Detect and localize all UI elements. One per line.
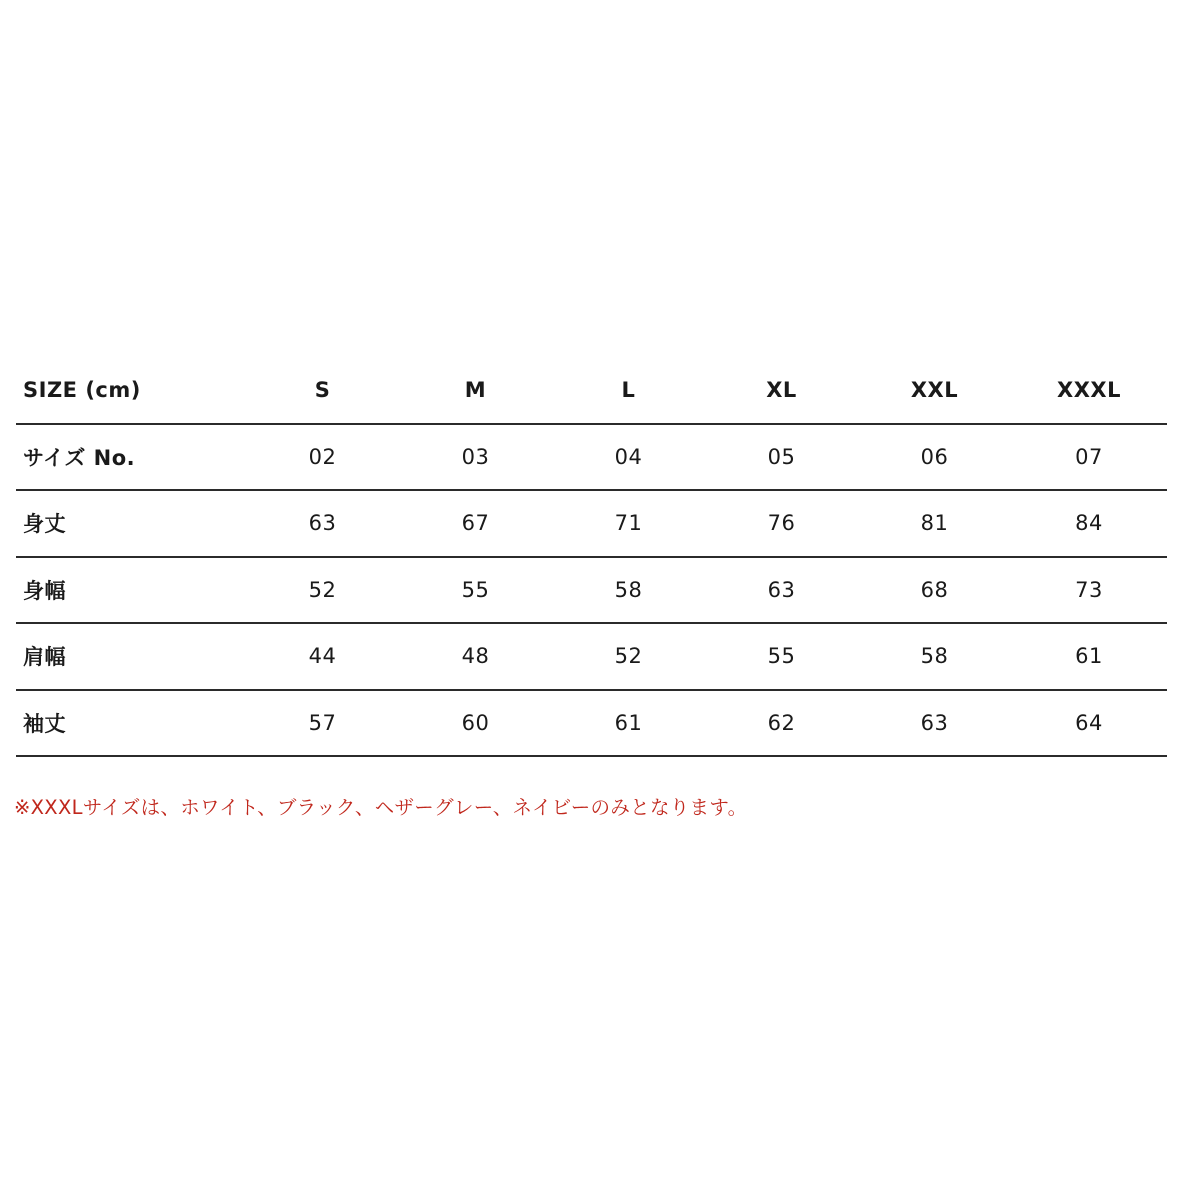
table-cell: 61: [614, 710, 643, 735]
table-cell: 02: [308, 444, 337, 469]
table-cell: 81: [920, 511, 949, 536]
header-size-m: M: [464, 378, 487, 403]
table-cell: 62: [767, 710, 796, 735]
size-table: [16, 358, 1167, 757]
table-cell: 44: [308, 644, 337, 669]
header-label: SIZE (cm): [23, 378, 141, 403]
table-row-size-no: [16, 425, 1167, 492]
table-cell: 71: [614, 511, 643, 536]
availability-note: ※XXXLサイズは、ホワイト、ブラック、ヘザーグレー、ネイビーのみとなります。: [14, 796, 748, 819]
row-label: 身幅: [23, 578, 66, 603]
table-cell: 52: [308, 577, 337, 602]
header-size-xxxl: XXXL: [1057, 378, 1121, 403]
table-cell: 55: [461, 577, 490, 602]
row-label: 袖丈: [23, 711, 66, 736]
table-row-body-length: [16, 491, 1167, 558]
table-cell: 04: [614, 444, 643, 469]
table-cell: 58: [614, 577, 643, 602]
table-cell: 73: [1075, 577, 1103, 602]
table-cell: 52: [614, 644, 643, 669]
table-cell: 06: [920, 444, 949, 469]
table-header-row: [16, 358, 1167, 425]
table-cell: 84: [1075, 511, 1103, 536]
table-cell: 63: [920, 710, 949, 735]
row-label: 肩幅: [23, 645, 66, 670]
table-cell: 57: [308, 710, 337, 735]
table-cell: 68: [920, 577, 949, 602]
row-label: 身丈: [23, 512, 66, 537]
table-cell: 76: [767, 511, 796, 536]
header-size-xxl: XXL: [910, 378, 959, 403]
table-cell: 60: [461, 710, 490, 735]
table-cell: 58: [920, 644, 949, 669]
table-cell: 03: [461, 444, 490, 469]
table-cell: 63: [308, 511, 337, 536]
table-row-shoulder-width: [16, 624, 1167, 691]
table-cell: 67: [461, 511, 490, 536]
table-cell: 64: [1075, 710, 1103, 735]
table-cell: 55: [767, 644, 796, 669]
table-cell: 63: [767, 577, 796, 602]
header-size-xl: XL: [766, 378, 797, 403]
table-row-sleeve-length: [16, 691, 1167, 758]
header-size-s: S: [314, 378, 331, 403]
header-size-l: L: [621, 378, 636, 403]
table-cell: 61: [1075, 644, 1103, 669]
table-cell: 48: [461, 644, 490, 669]
table-cell: 07: [1075, 444, 1103, 469]
row-label: サイズ No.: [23, 445, 136, 470]
table-row-body-width: [16, 558, 1167, 625]
table-cell: 05: [767, 444, 796, 469]
